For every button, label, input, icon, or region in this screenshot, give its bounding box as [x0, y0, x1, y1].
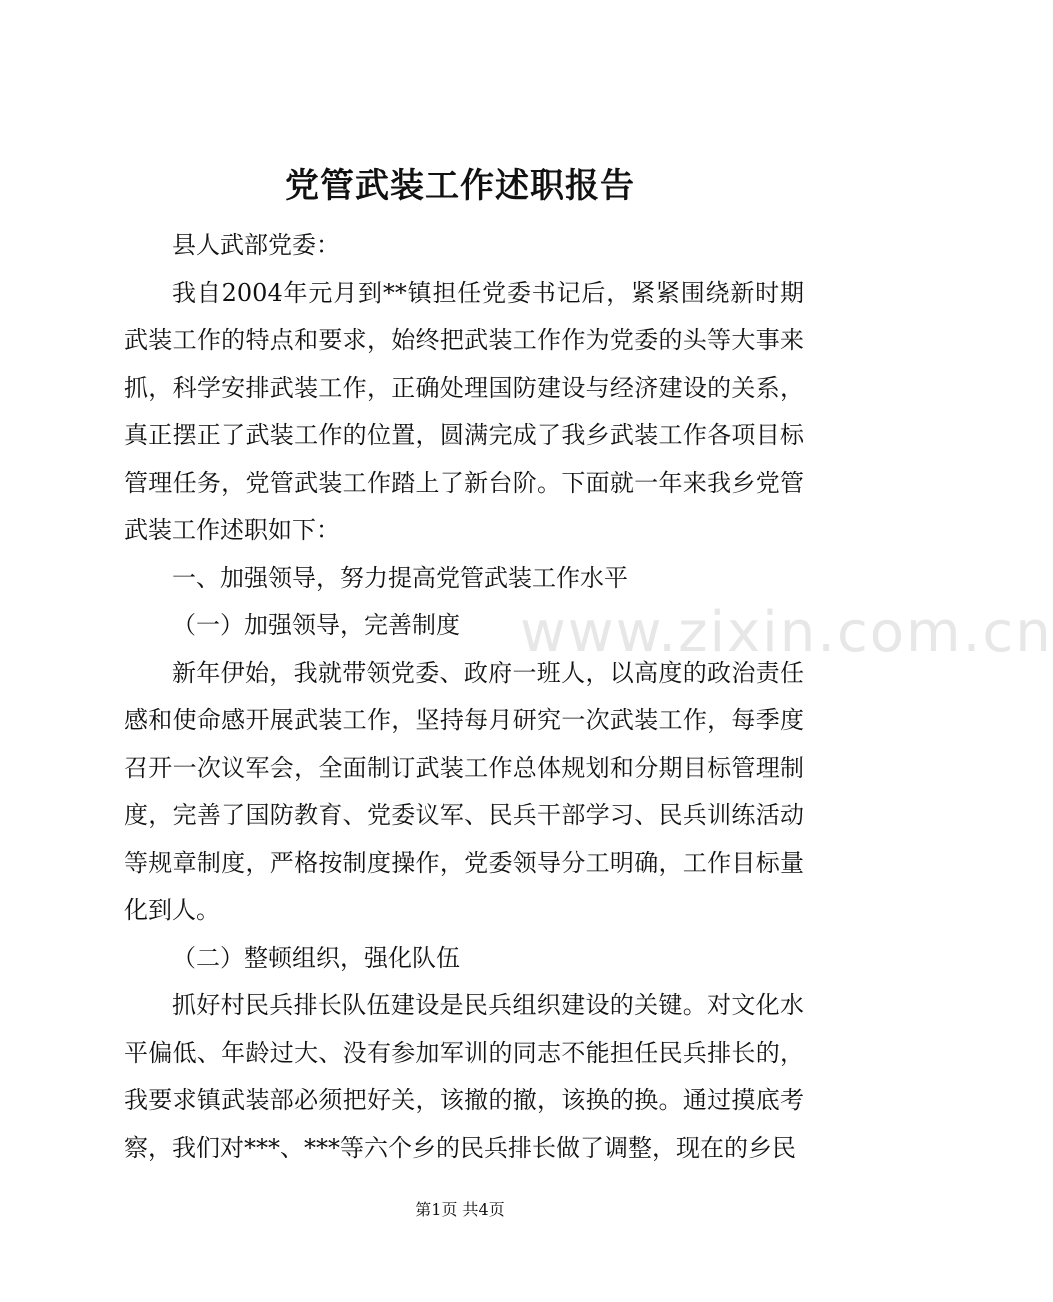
subsection-heading-1: （一）加强领导，完善制度 [172, 611, 460, 639]
document-title: 党管武装工作述职报告 [285, 166, 635, 206]
subsection-heading-2: （二）整顿组织，强化队伍 [172, 943, 460, 972]
watermark: www.zixin.com.cn [520, 600, 1053, 665]
section-heading-1: 一、加强领导，努力提高党管武装工作水平 [172, 563, 628, 592]
document-body [124, 222, 804, 1172]
page-footer: 第1页 共4页 [415, 1200, 505, 1219]
paragraph-organization: 抓好村民兵排长队伍建设是民兵组织建设的关键。对文化水平偏低、年龄过大、没有参加军训的同志不能担任民兵排长的，我要求镇武装部必须把好关，该撤的撤，该换的换。通过摸底考察，我们对***、***等六个乡的民兵排长做了调整，现在的乡民 [124, 991, 804, 1162]
salutation: 县人武部党委： [172, 231, 340, 259]
paragraph-intro: 我自2004年元月到**镇担任党委书记后，紧紧围绕新时期武装工作的特点和要求，始终把武装工作作为党委的头等大事来抓，科学安排武装工作，正确处理国防建设与经济建设的关系，真正摆正了武装工作的位置，圆满完成了我乡武装工作各项目标管理任务，党管武装工作踏上了新台阶。下面就一年来我乡党管武装工作述职如下： [124, 278, 804, 544]
paragraph-leadership: 新年伊始，我就带领党委、政府一班人，以高度的政治责任感和使命感开展武装工作，坚持每月研究一次武装工作，每季度召开一次议军会，全面制订武装工作总体规划和分期目标管理制度，完善了国防教育、党委议军、民兵干部学习、民兵训练活动等规章制度，严格按制度操作，党委领导分工明确，工作目标量化到人。 [124, 658, 804, 924]
